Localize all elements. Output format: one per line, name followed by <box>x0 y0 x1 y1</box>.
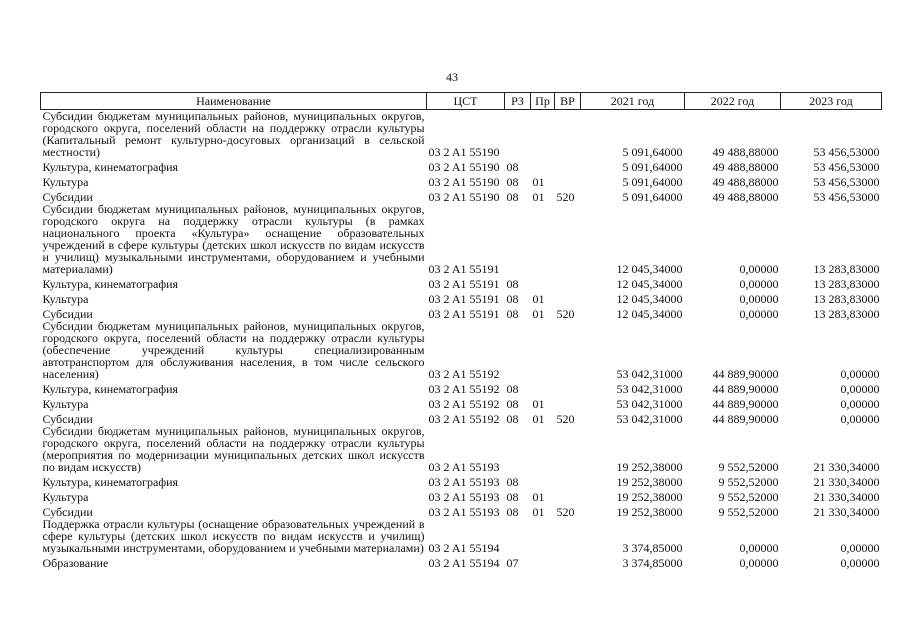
cell-y2021: 5 091,64000 <box>622 190 683 204</box>
cell-pr: 01 <box>532 307 545 321</box>
cell-code: 03 2 A1 55193 <box>428 505 500 519</box>
cell-code: 03 2 A1 55194 <box>428 541 500 555</box>
cell-pr <box>531 425 555 473</box>
table-row <box>41 173 882 188</box>
cell-rz: 08 <box>506 190 519 204</box>
header-2022: 2022 год <box>685 93 781 110</box>
cell-name: Культура, кинематография <box>42 160 179 174</box>
cell-y2023: 0,00000 <box>840 412 880 426</box>
cell-y2021: 19 252,38000 <box>616 475 683 489</box>
cell-y2023: 21 330,34000 <box>813 490 880 504</box>
cell-rz: 08 <box>506 307 519 321</box>
cell-y2022: 0,00000 <box>739 307 779 321</box>
header-rz: РЗ <box>505 93 531 110</box>
table-row <box>41 188 882 203</box>
table-row <box>41 290 882 305</box>
table-row <box>41 320 882 380</box>
cell-y2022: 0,00000 <box>739 292 779 306</box>
cell-y2021: 12 045,34000 <box>616 292 683 306</box>
cell-code: 03 2 A1 55190 <box>428 175 500 189</box>
budget-table <box>40 92 882 569</box>
cell-y2021: 12 045,34000 <box>616 307 683 321</box>
cell-vr <box>555 173 581 188</box>
cell-name: Субсидии <box>42 505 93 519</box>
cell-y2021: 12 045,34000 <box>616 262 683 276</box>
cell-vr <box>555 425 581 473</box>
cell-y2021: 5 091,64000 <box>622 145 683 159</box>
cell-y2021: 53 042,31000 <box>616 397 683 411</box>
cell-y2021: 53 042,31000 <box>616 367 683 381</box>
cell-code: 03 2 A1 55192 <box>428 382 500 396</box>
cell-y2023: 0,00000 <box>840 556 880 570</box>
cell-rz: 08 <box>506 490 519 504</box>
table-header-row <box>41 93 882 110</box>
cell-y2022: 0,00000 <box>739 277 779 291</box>
cell-y2023: 53 456,53000 <box>813 160 880 174</box>
cell-vr <box>555 110 581 159</box>
cell-y2021: 53 042,31000 <box>616 412 683 426</box>
table-row <box>41 305 882 320</box>
cell-y2022: 49 488,88000 <box>712 160 779 174</box>
cell-y2023: 53 456,53000 <box>813 175 880 189</box>
cell-y2023: 21 330,34000 <box>813 475 880 489</box>
cell-rz: 08 <box>506 412 519 426</box>
table-row <box>41 158 882 173</box>
cell-code: 03 2 A1 55193 <box>428 460 500 474</box>
header-name: Наименование <box>41 93 427 110</box>
cell-vr <box>555 275 581 290</box>
cell-code: 03 2 A1 55192 <box>428 367 500 381</box>
cell-vr <box>555 380 581 395</box>
cell-y2023: 53 456,53000 <box>813 145 880 159</box>
cell-name: Субсидии <box>42 307 93 321</box>
cell-vr <box>555 395 581 410</box>
cell-y2023: 13 283,83000 <box>813 262 880 276</box>
cell-code: 03 2 A1 55190 <box>428 160 500 174</box>
cell-rz <box>505 425 531 473</box>
cell-code: 03 2 A1 55193 <box>428 475 500 489</box>
cell-vr: 520 <box>556 505 575 519</box>
cell-y2021: 12 045,34000 <box>616 277 683 291</box>
cell-y2022: 44 889,90000 <box>712 397 779 411</box>
table-row <box>41 203 882 275</box>
cell-pr <box>531 110 555 159</box>
cell-vr <box>555 554 581 569</box>
cell-pr: 01 <box>532 490 545 504</box>
cell-code: 03 2 A1 55194 <box>428 556 500 570</box>
page-number: 43 <box>446 70 458 84</box>
cell-y2023: 13 283,83000 <box>813 277 880 291</box>
cell-name: Образование <box>42 556 109 570</box>
cell-vr <box>555 518 581 554</box>
table-row <box>41 380 882 395</box>
cell-rz: 07 <box>506 556 519 570</box>
cell-pr <box>531 554 555 569</box>
cell-pr: 01 <box>532 412 545 426</box>
cell-name: Культура, кинематография <box>42 475 179 489</box>
cell-name: Субсидии бюджетам муниципальных районов, муниципальных округов, городского округа на поддержку отрасли культуры (в рамках национального проекта «Культура» оснащение образовательных учреждений в сфере культуры (детских школ искусств по видам искусств и училищ) музыкальными инструментами, оборудованием и учебными материалами) <box>42 202 425 276</box>
cell-y2023: 21 330,34000 <box>813 460 880 474</box>
cell-y2022: 0,00000 <box>739 541 779 555</box>
cell-vr <box>555 473 581 488</box>
cell-y2022: 49 488,88000 <box>712 145 779 159</box>
cell-rz: 08 <box>506 382 519 396</box>
cell-y2023: 13 283,83000 <box>813 292 880 306</box>
table-row <box>41 488 882 503</box>
cell-y2021: 5 091,64000 <box>622 175 683 189</box>
cell-code: 03 2 A1 55190 <box>428 190 500 204</box>
cell-y2023: 0,00000 <box>840 397 880 411</box>
cell-rz: 08 <box>506 475 519 489</box>
cell-pr <box>531 380 555 395</box>
cell-code: 03 2 A1 55191 <box>428 292 500 306</box>
cell-rz: 08 <box>506 277 519 291</box>
cell-y2021: 3 374,85000 <box>622 541 683 555</box>
cell-code: 03 2 A1 55191 <box>428 307 500 321</box>
table-row <box>41 410 882 425</box>
cell-pr <box>531 320 555 380</box>
cell-name: Субсидии <box>42 190 93 204</box>
cell-y2021: 53 042,31000 <box>616 382 683 396</box>
cell-code: 03 2 A1 55191 <box>428 277 500 291</box>
cell-pr <box>531 473 555 488</box>
cell-name: Субсидии <box>42 412 93 426</box>
header-code: ЦСТ <box>427 93 505 110</box>
cell-vr <box>555 158 581 173</box>
table-row <box>41 473 882 488</box>
cell-rz <box>505 110 531 159</box>
cell-name: Культура <box>42 175 89 189</box>
cell-rz <box>505 518 531 554</box>
cell-name: Субсидии бюджетам муниципальных районов, муниципальных округов, городского округа, поселений области на поддержку отрасли культуры (обеспечение учреждений культуры специализированным автотранспортом для обслуживания населения, в том числе сельского населения) <box>42 319 425 381</box>
cell-pr: 01 <box>532 397 545 411</box>
cell-y2022: 9 552,52000 <box>718 460 779 474</box>
table-body <box>41 110 882 570</box>
cell-y2022: 9 552,52000 <box>718 490 779 504</box>
cell-pr: 01 <box>532 175 545 189</box>
cell-rz: 08 <box>506 505 519 519</box>
header-2023: 2023 год <box>781 93 882 110</box>
cell-rz: 08 <box>506 175 519 189</box>
cell-pr <box>531 275 555 290</box>
header-vr: ВР <box>555 93 581 110</box>
cell-vr: 520 <box>556 190 575 204</box>
cell-code: 03 2 A1 55192 <box>428 412 500 426</box>
cell-name: Культура <box>42 490 89 504</box>
cell-name: Поддержка отрасли культуры (оснащение образовательных учреждений в сфере культуры (детских школ искусств по видам искусств и училищ) музыкальными инструментами, оборудованием и учебными материалами) <box>42 517 425 555</box>
cell-rz: 08 <box>506 160 519 174</box>
cell-name: Культура, кинематография <box>42 277 179 291</box>
cell-vr: 520 <box>556 307 575 321</box>
cell-y2023: 0,00000 <box>840 382 880 396</box>
cell-name: Культура <box>42 397 89 411</box>
cell-vr <box>555 290 581 305</box>
cell-pr <box>531 203 555 275</box>
cell-pr: 01 <box>532 190 545 204</box>
cell-y2021: 19 252,38000 <box>616 505 683 519</box>
cell-rz: 08 <box>506 292 519 306</box>
cell-pr: 01 <box>532 292 545 306</box>
cell-y2021: 3 374,85000 <box>622 556 683 570</box>
cell-pr <box>531 158 555 173</box>
table-row <box>41 425 882 473</box>
cell-vr <box>555 488 581 503</box>
cell-vr: 520 <box>556 412 575 426</box>
cell-code: 03 2 A1 55193 <box>428 490 500 504</box>
cell-y2022: 0,00000 <box>739 262 779 276</box>
table-row <box>41 518 882 554</box>
cell-y2022: 44 889,90000 <box>712 367 779 381</box>
cell-y2022: 49 488,88000 <box>712 175 779 189</box>
cell-vr <box>555 203 581 275</box>
cell-y2021: 19 252,38000 <box>616 460 683 474</box>
cell-code: 03 2 A1 55190 <box>428 145 500 159</box>
cell-pr: 01 <box>532 505 545 519</box>
cell-rz: 08 <box>506 397 519 411</box>
header-pr: Пр <box>531 93 555 110</box>
cell-y2023: 21 330,34000 <box>813 505 880 519</box>
cell-y2022: 44 889,90000 <box>712 382 779 396</box>
cell-vr <box>555 320 581 380</box>
cell-pr <box>531 518 555 554</box>
cell-y2023: 13 283,83000 <box>813 307 880 321</box>
cell-name: Субсидии бюджетам муниципальных районов, муниципальных округов, городского округа, поселений области на поддержку отрасли культуры (мероприятия по модернизации муниципальных детских школ искусств по видам искусств) <box>42 424 425 474</box>
cell-code: 03 2 A1 55191 <box>428 262 500 276</box>
table-row <box>41 275 882 290</box>
cell-y2023: 53 456,53000 <box>813 190 880 204</box>
table-row <box>41 395 882 410</box>
table-row <box>41 554 882 569</box>
cell-y2022: 9 552,52000 <box>718 505 779 519</box>
cell-y2022: 9 552,52000 <box>718 475 779 489</box>
cell-name: Культура, кинематография <box>42 382 179 396</box>
cell-name: Субсидии бюджетам муниципальных районов, муниципальных округов, городского округа, поселений области на поддержку отрасли культуры (Капитальный ремонт культурно-досуговых организаций в сельской местности) <box>42 109 425 159</box>
cell-y2023: 0,00000 <box>840 541 880 555</box>
table-row <box>41 503 882 518</box>
cell-y2022: 0,00000 <box>739 556 779 570</box>
cell-rz <box>505 320 531 380</box>
cell-y2021: 19 252,38000 <box>616 490 683 504</box>
cell-y2021: 5 091,64000 <box>622 160 683 174</box>
cell-y2022: 49 488,88000 <box>712 190 779 204</box>
cell-code: 03 2 A1 55192 <box>428 397 500 411</box>
cell-y2022: 44 889,90000 <box>712 412 779 426</box>
cell-rz <box>505 203 531 275</box>
cell-y2023: 0,00000 <box>840 367 880 381</box>
table-row <box>41 110 882 159</box>
cell-name: Культура <box>42 292 89 306</box>
header-2021: 2021 год <box>581 93 685 110</box>
